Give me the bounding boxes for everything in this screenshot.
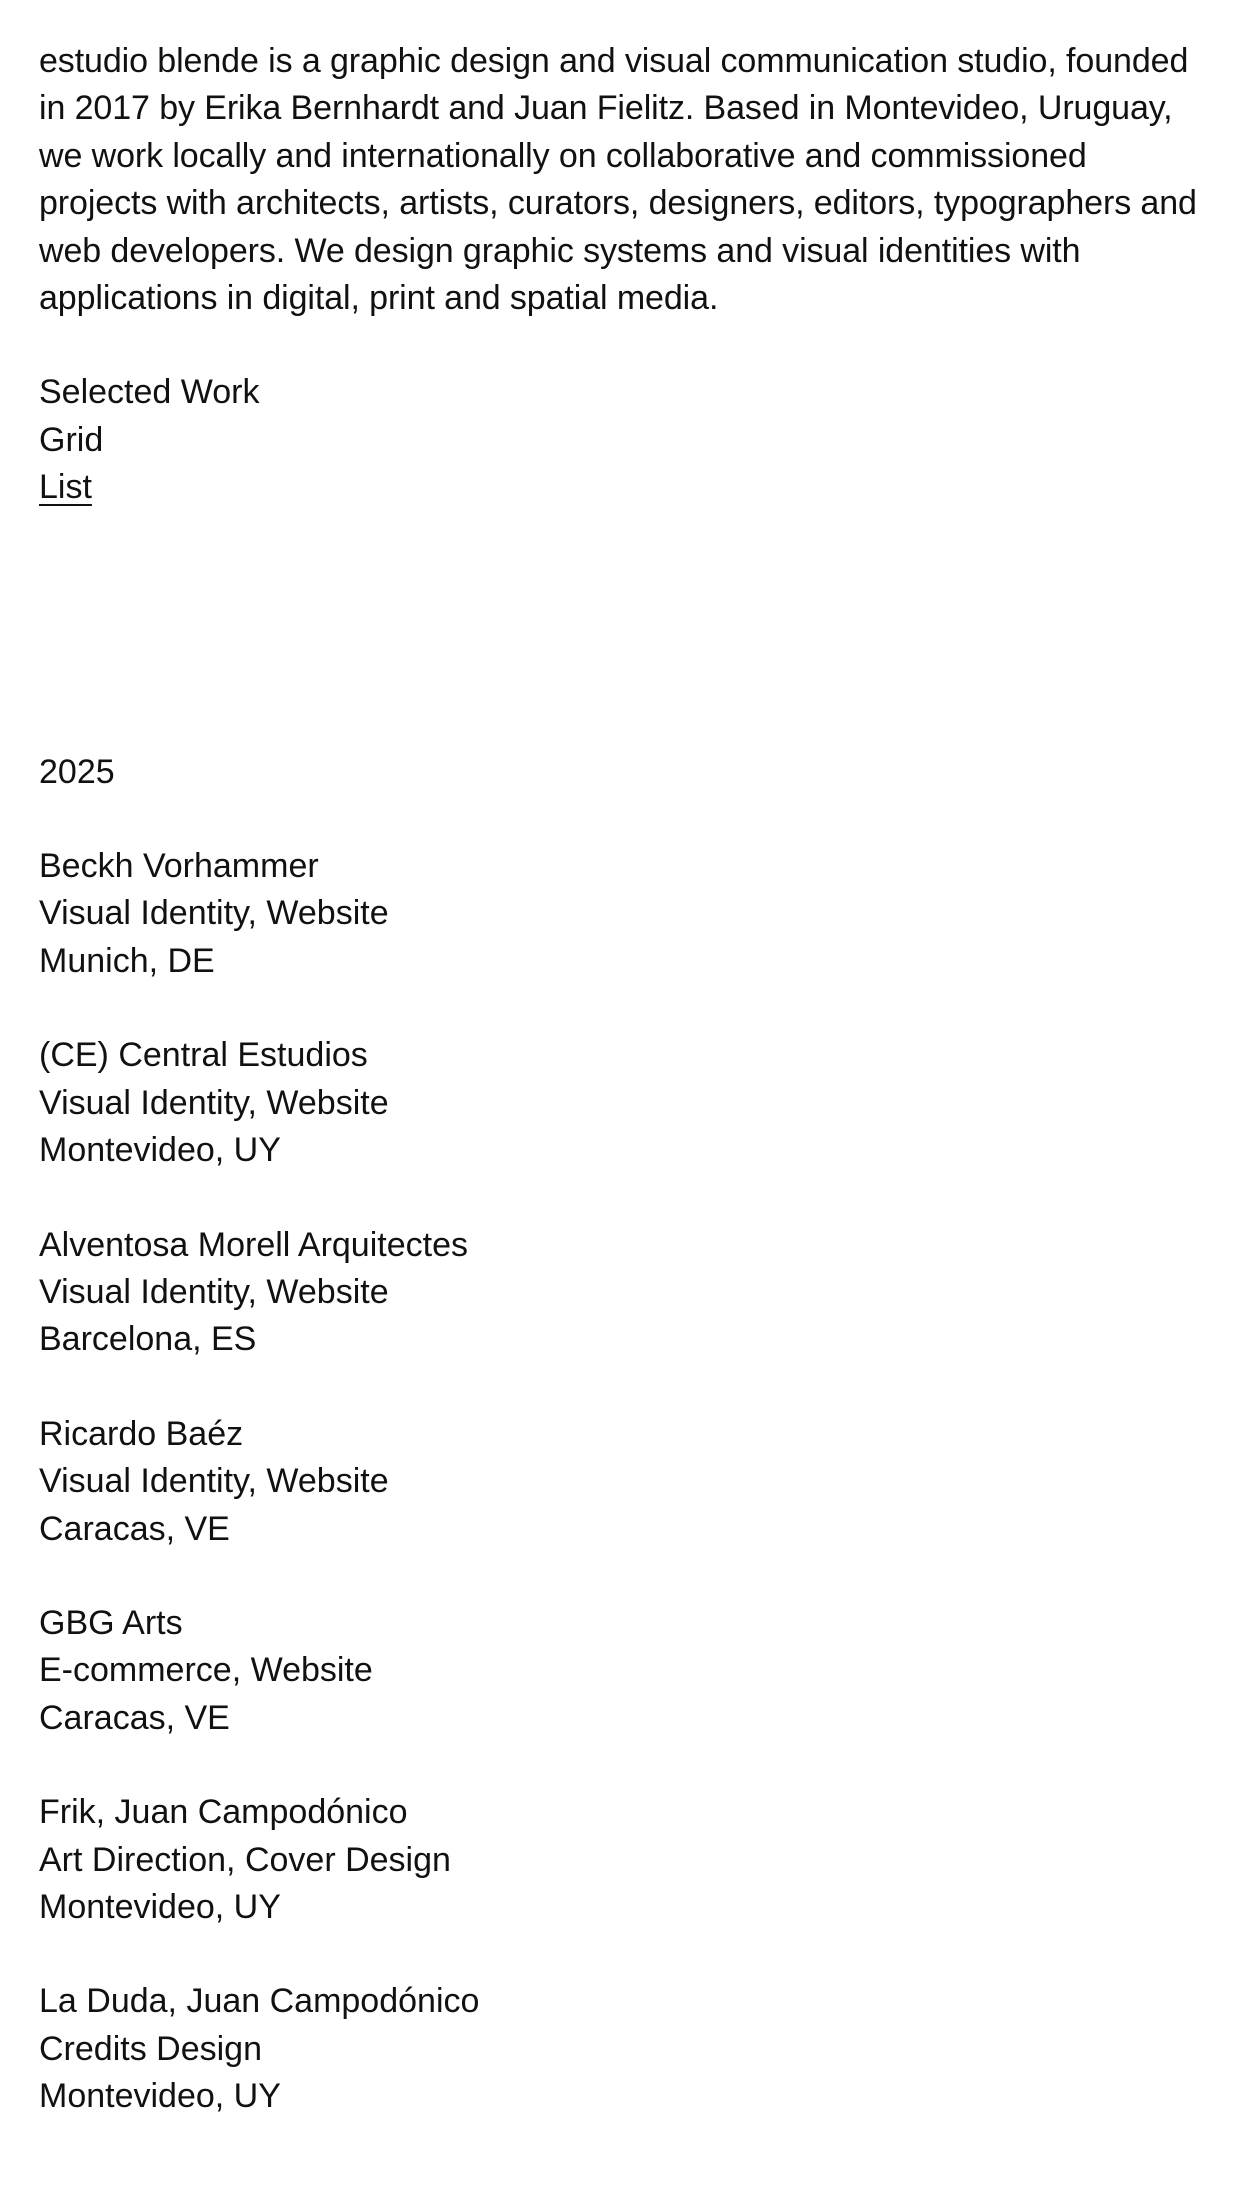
project-item[interactable] xyxy=(39,1222,468,1364)
project-item[interactable] xyxy=(39,1978,479,2120)
project-item[interactable] xyxy=(39,1411,389,1553)
project-name: La Duda, Juan Campodónico xyxy=(39,1982,480,2021)
project-location: Barcelona, ES xyxy=(39,1320,257,1359)
project-item[interactable] xyxy=(39,1600,373,1742)
grid-view-link[interactable]: Grid xyxy=(39,420,104,459)
selected-work-link[interactable]: Selected Work xyxy=(39,373,260,412)
project-name: Beckh Vorhammer xyxy=(39,847,319,886)
project-type: Visual Identity, Website xyxy=(39,1272,389,1311)
project-type: Credits Design xyxy=(39,2029,262,2068)
list-view-link[interactable]: List xyxy=(39,468,92,507)
project-location: Montevideo, UY xyxy=(39,1887,281,1926)
project-type: Visual Identity, Website xyxy=(39,1462,389,1501)
project-name: Frik, Juan Campodónico xyxy=(39,1793,408,1832)
year-heading: 2025 xyxy=(39,752,115,791)
project-item[interactable] xyxy=(39,1032,389,1174)
view-nav xyxy=(39,369,1204,511)
project-location: Munich, DE xyxy=(39,941,215,980)
project-type: Visual Identity, Website xyxy=(39,894,389,933)
project-name: Alventosa Morell Arquitectes xyxy=(39,1225,468,1264)
project-location: Montevideo, UY xyxy=(39,2077,281,2116)
project-item[interactable] xyxy=(39,1789,451,1931)
project-list xyxy=(39,843,1204,2121)
project-location: Montevideo, UY xyxy=(39,1131,281,1170)
project-type: Art Direction, Cover Design xyxy=(39,1840,451,1879)
studio-description: estudio blende is a graphic design and visual communication studio, founded in 2017 by Erika Bernhardt and Juan Fielitz. Based in Montevideo, Uruguay, we work locally and internationally on collaborative and commissioned projects with architects, artists, curators, designers, editors, typographers and web developers. We design graphic systems and visual identities with applications in digital, print and spatial media. xyxy=(39,42,1197,318)
project-name: (CE) Central Estudios xyxy=(39,1036,368,1075)
project-name: Ricardo Baéz xyxy=(39,1414,244,1453)
project-location: Caracas, VE xyxy=(39,1698,230,1737)
project-item[interactable] xyxy=(39,843,389,985)
project-name: GBG Arts xyxy=(39,1603,183,1642)
project-type: Visual Identity, Website xyxy=(39,1083,389,1122)
project-location: Caracas, VE xyxy=(39,1509,230,1548)
project-type: E-commerce, Website xyxy=(39,1651,373,1690)
